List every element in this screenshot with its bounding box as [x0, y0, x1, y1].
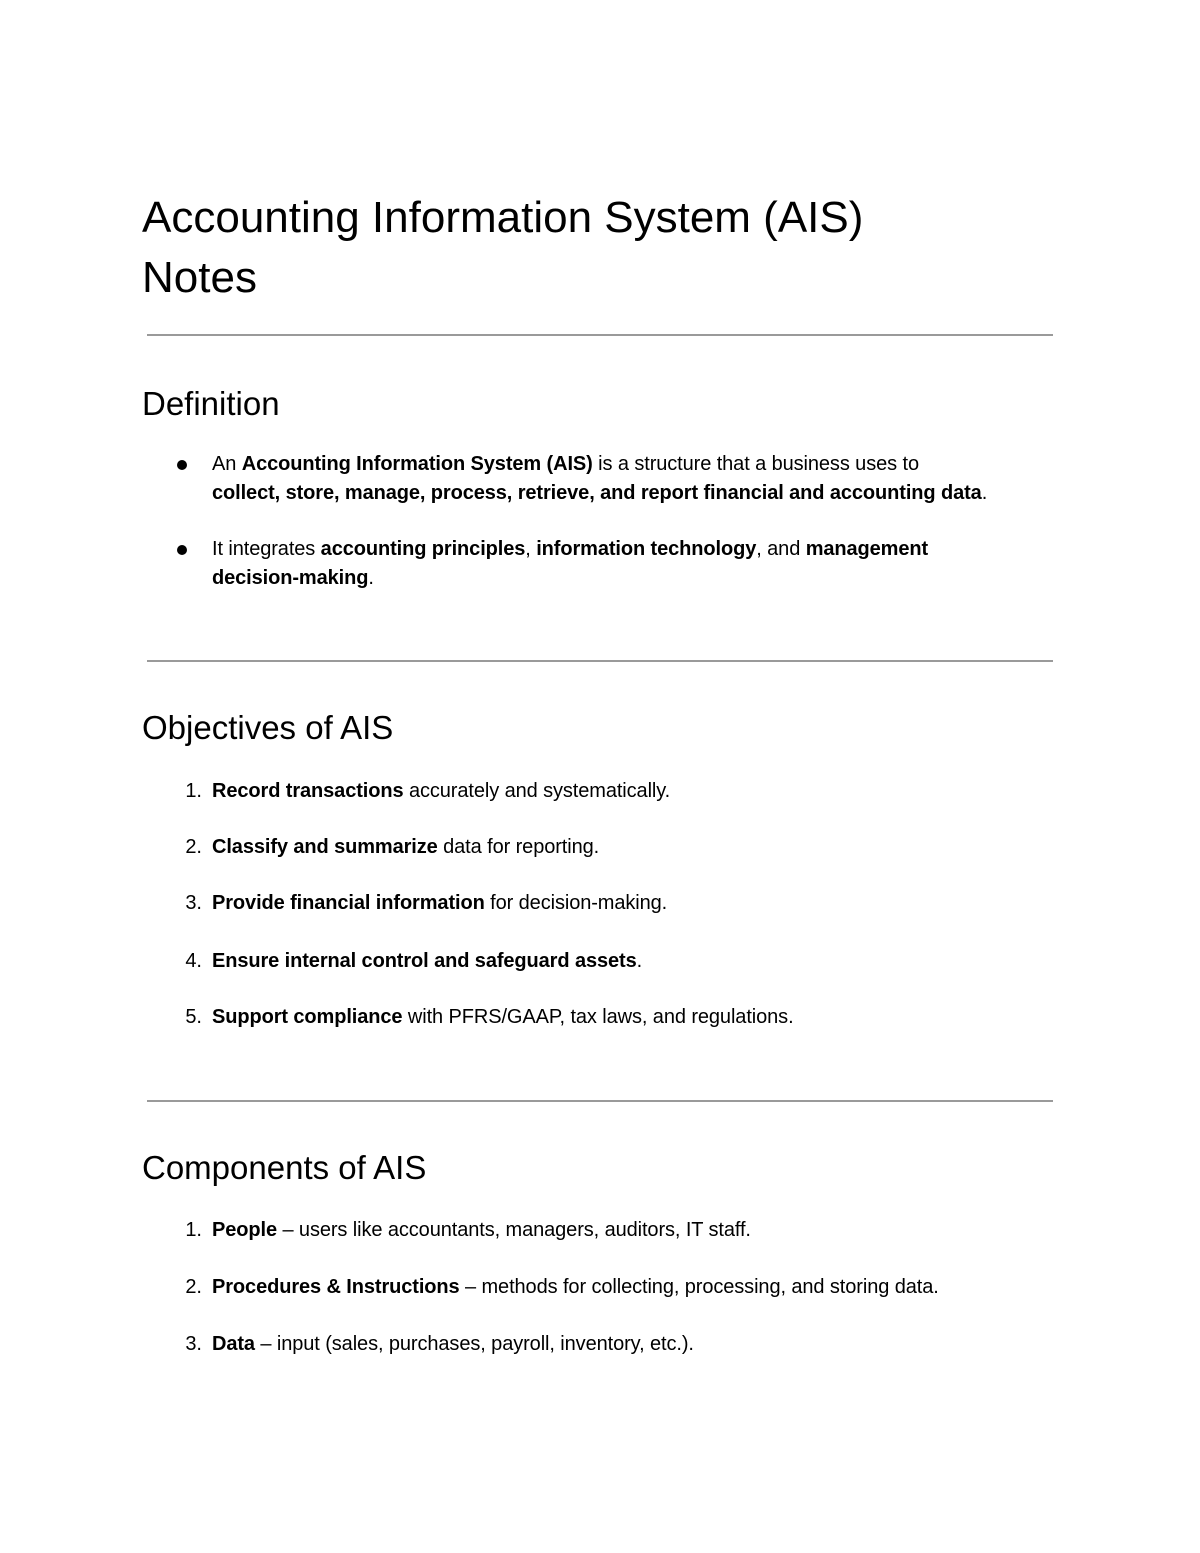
list-number: 2. — [185, 836, 202, 858]
definition-bullet-2: It integrates accounting principles, information technology, and management decision-making. — [212, 538, 929, 589]
list-number: 3. — [185, 892, 202, 914]
component-item-1: People – users like accountants, managers, auditors, IT staff. — [212, 1219, 751, 1241]
section-heading-definition: Definition — [142, 385, 280, 422]
list-number: 5. — [185, 1006, 202, 1028]
horizontal-divider — [147, 1100, 1053, 1102]
title-line-2: Notes — [142, 253, 257, 302]
title-line-1: Accounting Information System (AIS) — [142, 193, 864, 242]
list-number: 1. — [185, 780, 202, 802]
section-heading-objectives: Objectives of AIS — [142, 709, 394, 746]
objective-item-5: Support compliance with PFRS/GAAP, tax laws, and regulations. — [212, 1006, 794, 1028]
definition-bullet-1: An Accounting Information System (AIS) is a structure that a business uses to collect, store, manage, process, retrieve, and report financial and accounting data. — [212, 453, 988, 504]
horizontal-divider — [147, 334, 1053, 336]
list-number: 3. — [185, 1333, 202, 1355]
component-item-2: Procedures & Instructions – methods for collecting, processing, and storing data. — [212, 1276, 939, 1298]
objective-item-4: Ensure internal control and safeguard assets. — [212, 950, 643, 972]
section-heading-components: Components of AIS — [142, 1149, 427, 1186]
bullet-dot — [177, 460, 187, 470]
list-number: 2. — [185, 1276, 202, 1298]
horizontal-divider — [147, 660, 1053, 662]
list-number: 1. — [185, 1219, 202, 1241]
objective-item-1: Record transactions accurately and systematically. — [212, 780, 671, 802]
list-number: 4. — [185, 950, 202, 972]
bullet-dot — [177, 545, 187, 555]
objective-item-2: Classify and summarize data for reporting. — [212, 836, 600, 858]
objective-item-3: Provide financial information for decision-making. — [212, 892, 668, 914]
component-item-3: Data – input (sales, purchases, payroll, inventory, etc.). — [212, 1333, 694, 1355]
page-title — [142, 188, 1062, 308]
